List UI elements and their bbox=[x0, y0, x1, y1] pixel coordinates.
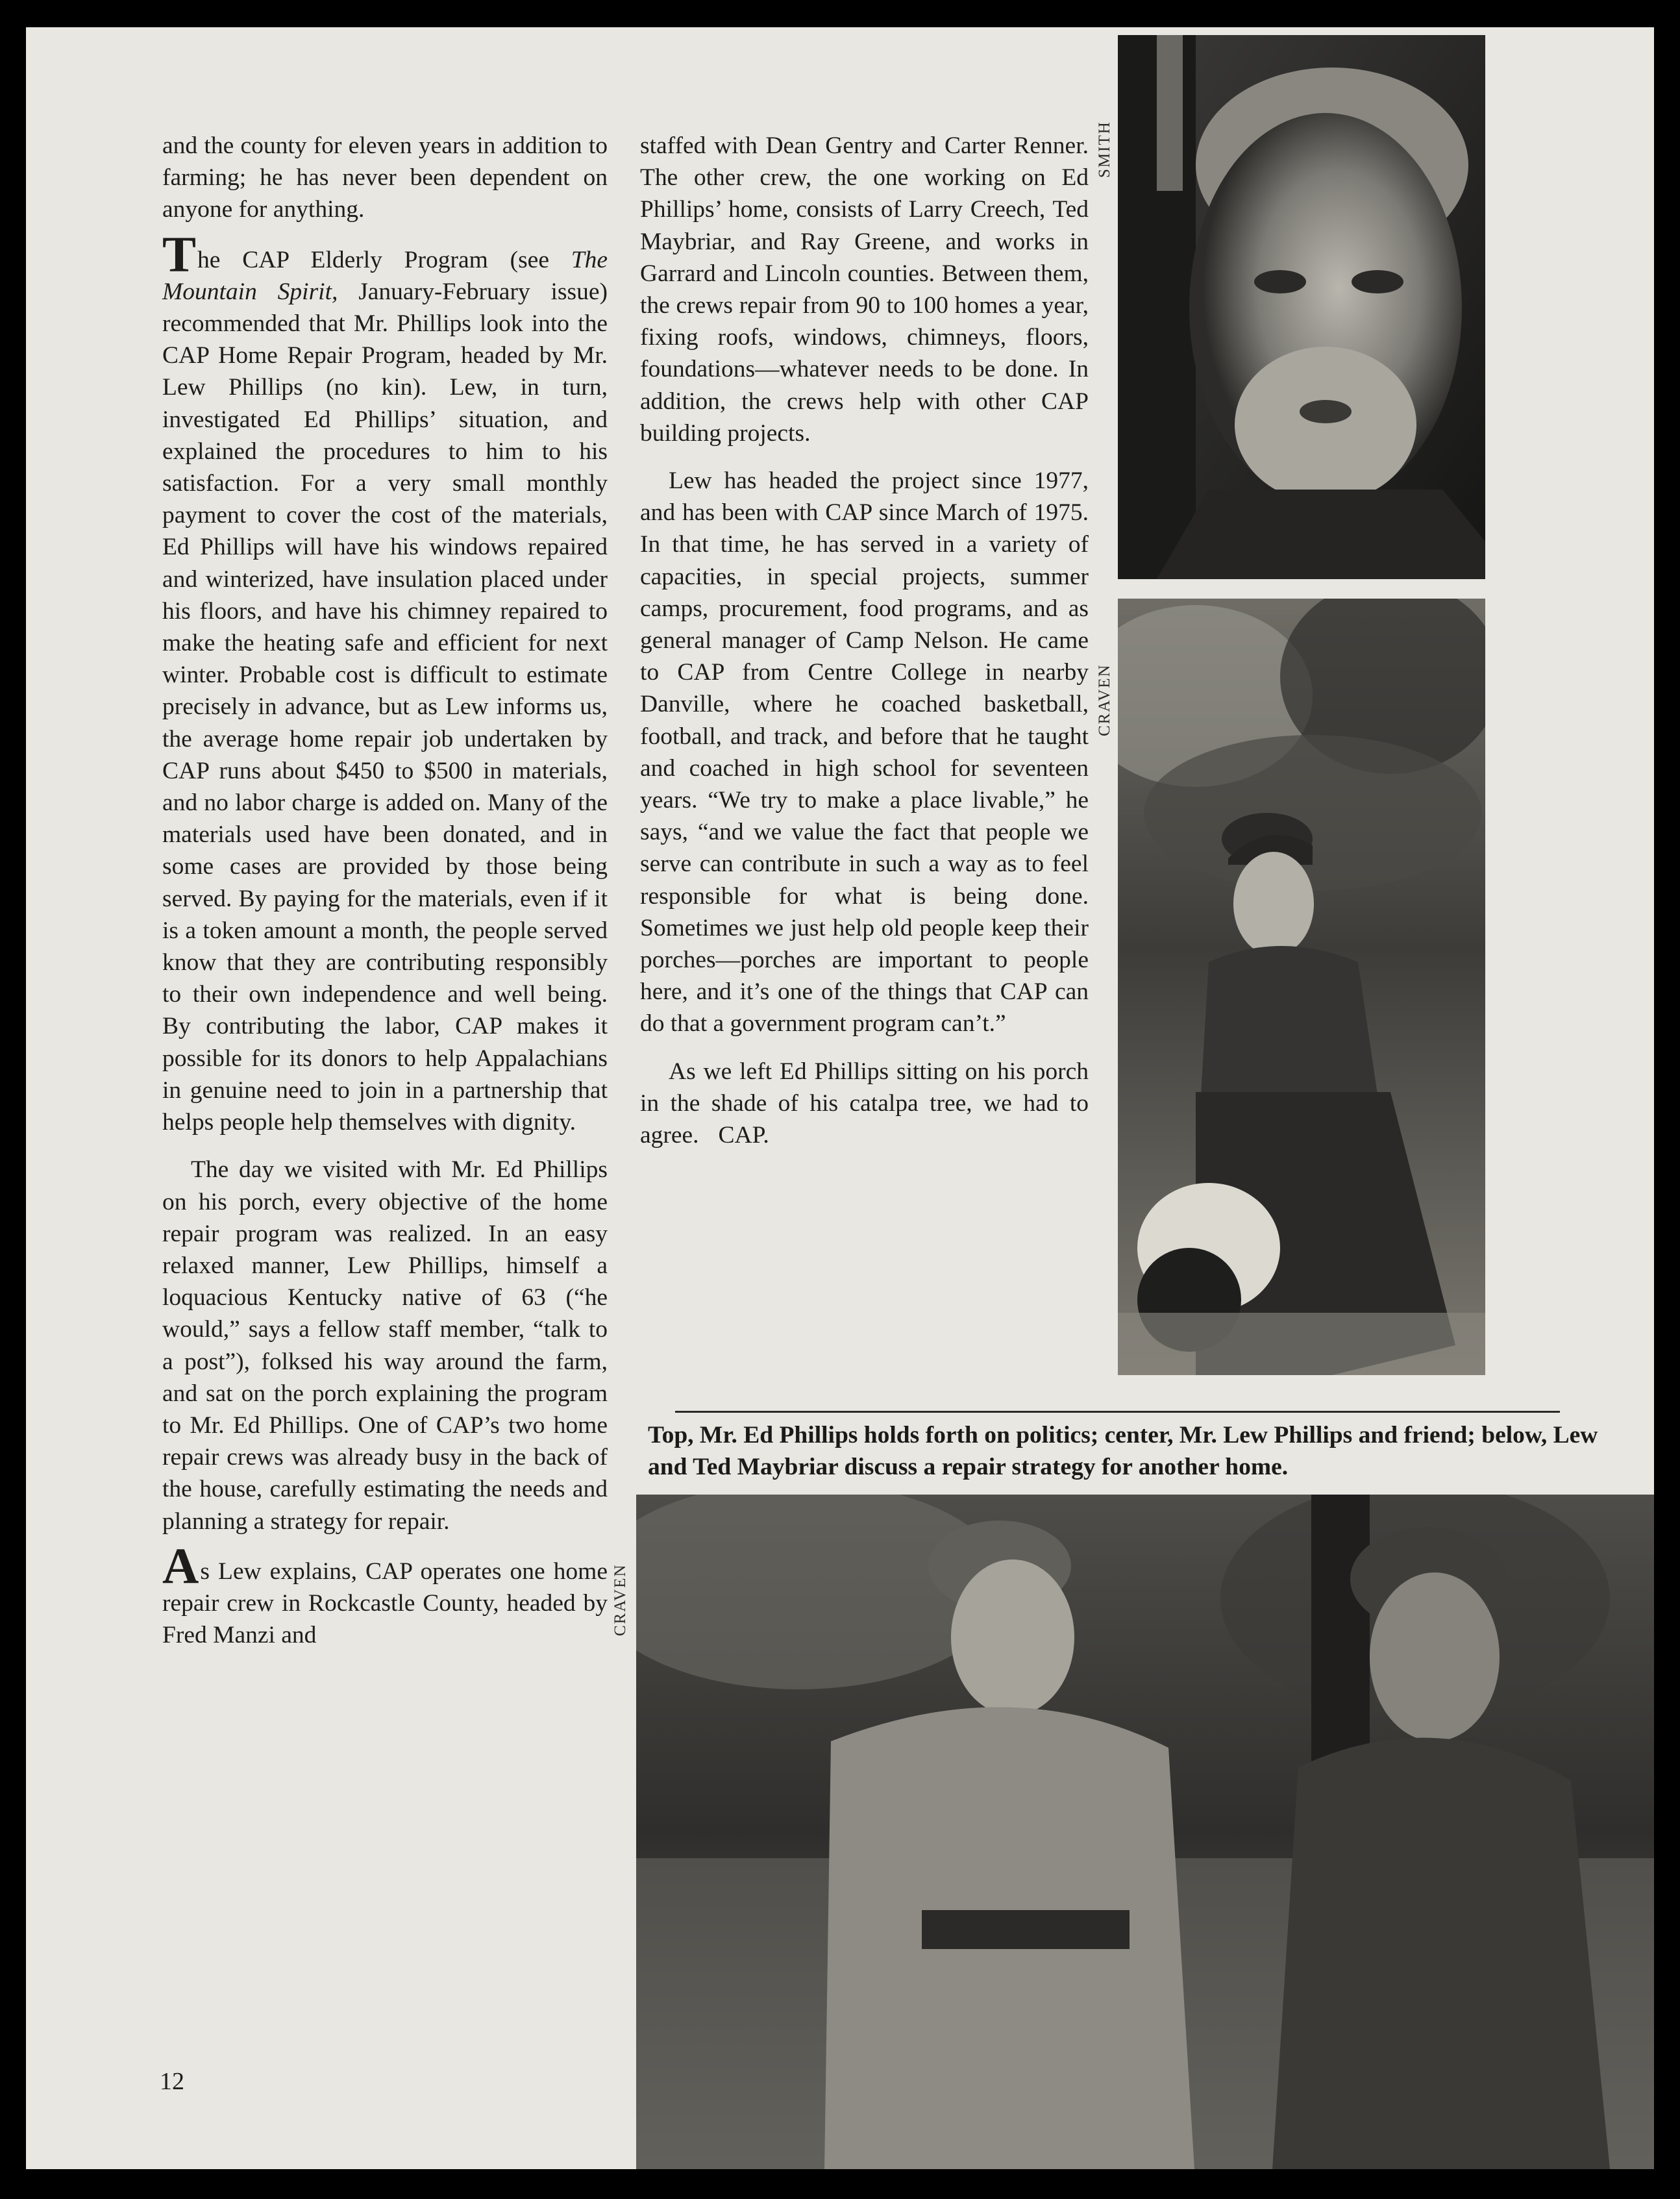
publication-title: The Mountain Spirit, bbox=[162, 246, 608, 305]
paragraph: and the county for eleven years in addition to farming; he has never been dependent on anyone for anything. bbox=[162, 132, 608, 223]
article-column-left bbox=[162, 130, 608, 1667]
paragraph bbox=[640, 1056, 1089, 1152]
page-number: 12 bbox=[160, 2068, 184, 2095]
caption-rule bbox=[675, 1411, 1560, 1413]
paragraph bbox=[162, 1537, 608, 1652]
paragraph: Lew has headed the project since 1977, and has been with CAP since March of 1975. In that time, he has served in a variety of capacities, in special projects, summer camps, procurement, food programs, and as general manager of Camp Nelson. He came to CAP from Centre College in nearby Danville, where he coached basketball, football, and track, and before that he taught and coached in high school for seventeen years. “We try to make a place livable,” he says, “and we value the fact that people we serve can contribute in such a way as to feel responsible for what is being done. Sometimes we just help old people keep their porches—porches are important to people here, and it’s one of the things that CAP can do that a government program can’t.” bbox=[640, 467, 1089, 1037]
drop-cap: A bbox=[162, 1537, 199, 1594]
paragraph: The day we visited with Mr. Ed Phillips on his porch, every objective of the home repair program was realized. In an easy relaxed manner, Lew Phillips, himself a loquacious Kentucky native of 63 (“he would,” says a fellow staff member, “talk to a post”), folksed his way around the farm, and sat on the porch explaining the program to Mr. Ed Phillips. One of CAP’s two home repair crews was already busy in the back of the house, carefully estimating the needs and planning a strategy for repair. bbox=[162, 1156, 608, 1535]
drop-cap: T bbox=[162, 225, 197, 282]
paragraph bbox=[162, 225, 608, 1139]
paragraph-text: As we left Ed Phillips sitting on his porch in the shade of his catalpa tree, we had to agree. bbox=[640, 1058, 1089, 1149]
photo-caption: Top, Mr. Ed Phillips holds forth on politics; center, Mr. Lew Phillips and friend; below, Lew and Ted Maybriar discuss a repair strategy for another home. bbox=[648, 1422, 1598, 1480]
paragraph-text: s Lew explains, CAP operates one home repair crew in Rockcastle County, headed by Fred Manzi and bbox=[162, 1558, 608, 1649]
article-column-right bbox=[640, 130, 1089, 1167]
photo-credit: SMITH bbox=[1096, 121, 1113, 178]
photo-lew-and-ted-maybriar bbox=[636, 1495, 1654, 2169]
photo-ed-phillips-portrait bbox=[1118, 35, 1485, 579]
signoff: CAP. bbox=[718, 1122, 769, 1149]
paragraph-text: he CAP Elderly Program (see bbox=[197, 246, 571, 273]
paragraph: staffed with Dean Gentry and Carter Renner. The other crew, the one working on Ed Phillips’ home, consists of Larry Creech, Ted Maybriar, and Ray Greene, and works in Garrard and Lincoln counties. Between them, the crews repair from 90 to 100 homes a year, fixing roofs, windows, chimneys, floors, foundations—whatever needs to be done. In addition, the crews help with other CAP building projects. bbox=[640, 132, 1089, 447]
photo-credit: CRAVEN bbox=[1096, 664, 1113, 736]
magazine-page bbox=[26, 27, 1654, 2169]
paragraph-text: January-February issue) recommended that Mr. Phillips look into the CAP Home Repair Program, headed by Mr. Lew Phillips (no kin). Lew, in turn, investigated Ed Phillips’ situation, and explained the procedures to him to his satisfaction. For a very small monthly payment to cover the cost of the materials, Ed Phillips will have his windows repaired and winterized, have insulation placed under his floors, and have his chimney repaired to make the heating safe and efficient for next winter. Probable cost is difficult to estimate precisely in advance, but as Lew informs us, the average home repair job undertaken by CAP runs about $450 to $500 in materials, and no labor charge is added on. Many of the materials used have been donated, and in some cases are provided by those being served. By paying for the materials, even if it is a token amount a month, the people served know that they are contributing responsibly to their own independence and well being. By contributing the labor, CAP makes it possible for its donors to help Appalachians in genuine need to join in a partnership that helps people help themselves with dignity. bbox=[162, 278, 608, 1136]
photo-credit: CRAVEN bbox=[611, 1563, 629, 1636]
photo-lew-phillips-and-dog bbox=[1118, 599, 1485, 1375]
